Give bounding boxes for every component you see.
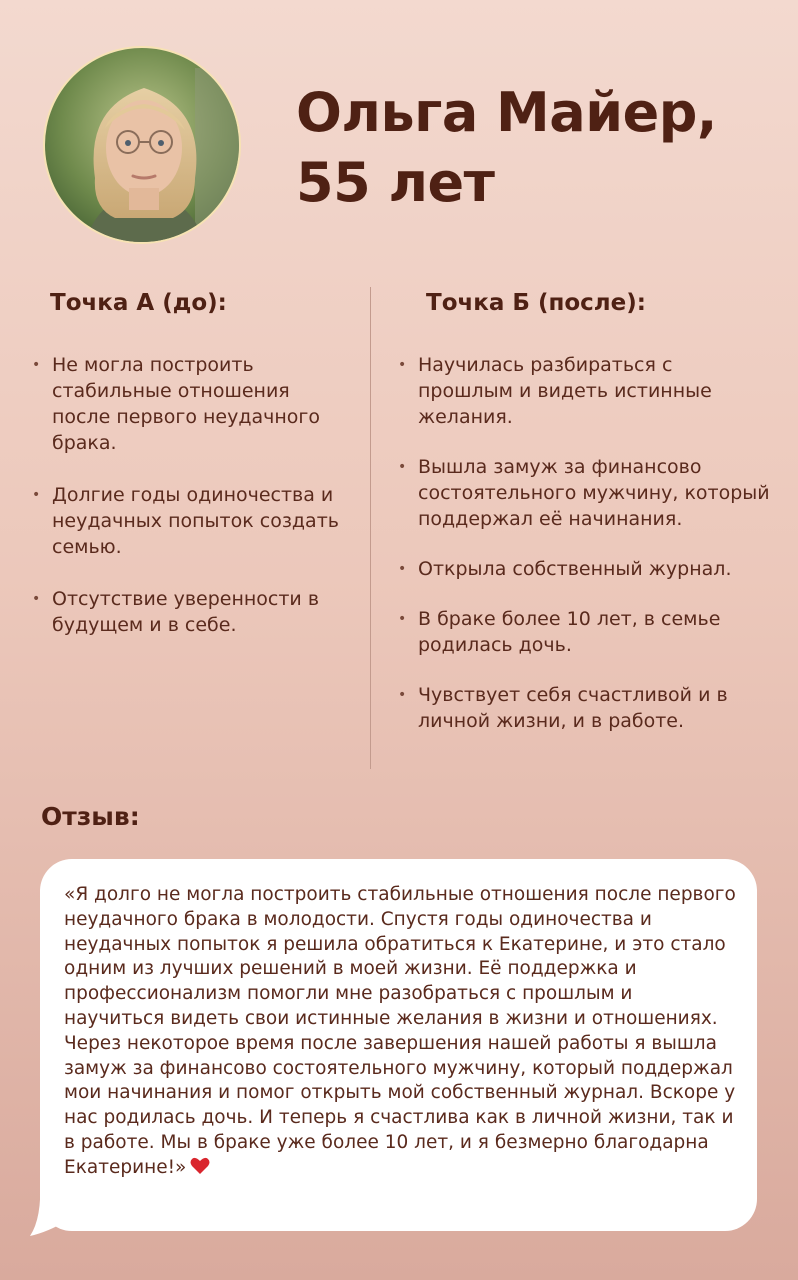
age-line: 55 лет: [296, 151, 495, 214]
list-item: • В браке более 10 лет, в семье родилась дочь.: [398, 606, 770, 658]
list-item: • Вышла замуж за финансово состоятельного мужчину, который поддержал её начинания.: [398, 454, 770, 532]
heart-icon: [190, 1157, 210, 1175]
point-a-list: [32, 352, 352, 664]
review-title: Отзыв:: [41, 802, 140, 831]
review-text: «Я долго не могла построить стабильные отношения после первого неудачного брака в молодости. Спустя годы одиночества и неудачных попыток я решила обратиться к Екатерине, и это стало одним из лучших решений в моей жизни. Её поддержка и профессионализм помогли мне разобраться с прошлым и научиться видеть свои истинные желания в жизни и отношениях. Через некоторое время после завершения нашей работы я вышла замуж за финансово состоятельного мужчину, который поддержал мои начинания и помог открыть мой собственный журнал. Вскоре у нас родилась дочь. И теперь я счастлива как в личной жизни, так и в работе. Мы в браке уже более 10 лет, и я безмерно благодарна Екатерине!»: [64, 884, 736, 1178]
name-line: Ольга Майер,: [296, 81, 717, 144]
point-a-title: Точка А (до):: [50, 290, 227, 316]
list-item: • Научилась разбираться с прошлым и видеть истинные желания.: [398, 352, 770, 430]
list-item: • Отсутствие уверенности в будущем и в себе.: [32, 586, 352, 638]
point-b-list: [398, 352, 770, 758]
bubble-tail-icon: [28, 1180, 88, 1240]
list-item: • Открыла собственный журнал.: [398, 556, 770, 582]
list-item: • Чувствует себя счастливой и в личной жизни, и в работе.: [398, 682, 770, 734]
point-b-title: Точка Б (после):: [426, 290, 646, 316]
review-text-block: [64, 883, 736, 1181]
list-item: • Долгие годы одиночества и неудачных попыток создать семью.: [32, 482, 352, 560]
avatar: [43, 46, 241, 244]
portrait-photo: [45, 48, 241, 244]
list-item: • Не могла построить стабильные отношения после первого неудачного брака.: [32, 352, 352, 456]
person-name: [296, 78, 776, 218]
column-divider: [370, 287, 371, 769]
